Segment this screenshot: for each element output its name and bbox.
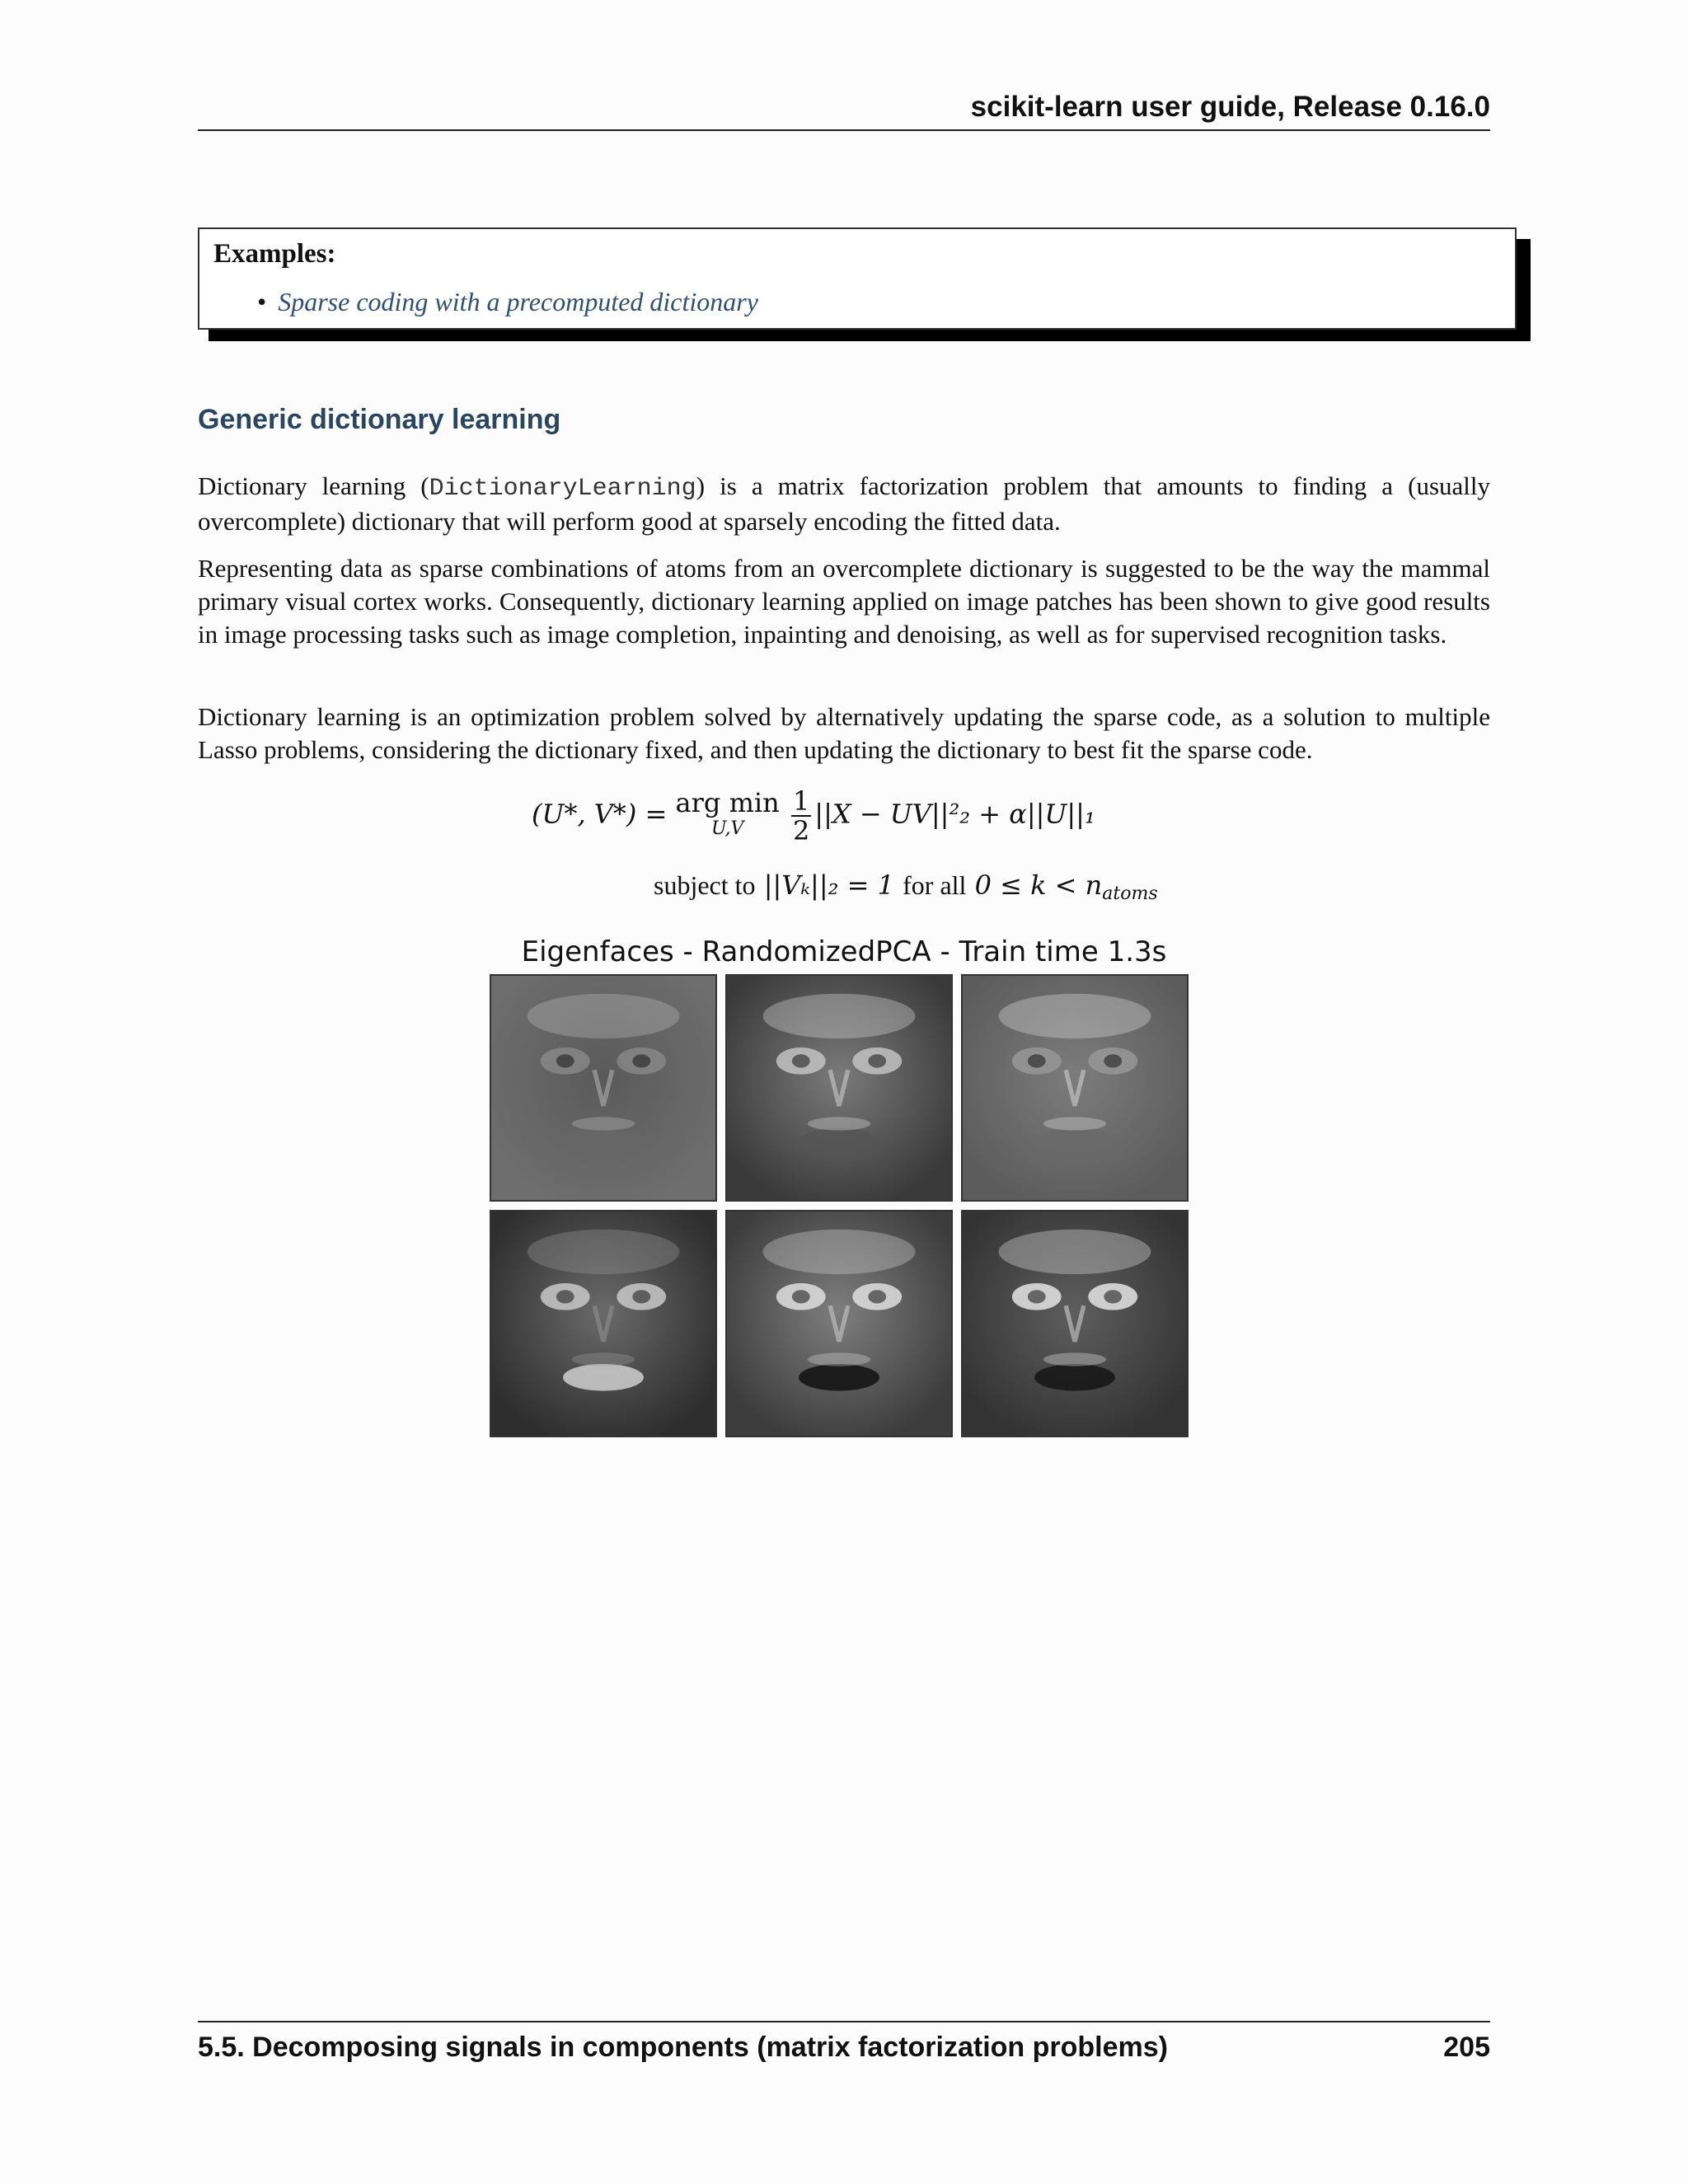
equation-objective: (U*, V*) = arg min U,V $\frac{1}{2}$ ||X − UV||²₂ + α||U||₁ (532, 785, 1095, 846)
bullet-icon: • (257, 287, 267, 316)
paragraph-3: Dictionary learning is an optimization problem solved by alternatively updating the sparse code, as a solution to multiple Lasso problems, considering the dictionary fixed, and then updating the dictionary to best fit the sparse code. (198, 702, 1490, 764)
eigenface-2 (725, 974, 953, 1202)
fraction-half: $\frac{1}{2}$ (792, 785, 810, 846)
example-item (257, 287, 758, 317)
code-dictionarylearning[interactable]: DictionaryLearning (429, 475, 696, 503)
running-header: scikit-learn user guide, Release 0.16.0 (970, 91, 1490, 123)
examples-box (198, 227, 1517, 330)
argmin-operator: arg min U,V (675, 787, 780, 839)
eigenface-5 (725, 1210, 953, 1437)
footer-section: 5.5. Decomposing signals in components (matrix factorization problems) (198, 2032, 1168, 2063)
eigenface-3 (961, 974, 1189, 1202)
paragraph-2: Representing data as sparse combinations of atoms from an overcomplete dictionary is suggested to be the way the mammal primary visual cortex works. Consequently, dictionary learning applied on image patches has been shown to give good results in image processing tasks such as image completion, inpainting and denoising, as well as for supervised recognition tasks. (198, 554, 1490, 649)
page-number: 205 (1443, 2032, 1490, 2063)
figure-title: Eigenfaces - RandomizedPCA - Train time 1.3s (521, 935, 1167, 968)
example-link[interactable]: Sparse coding with a precomputed dictionary (278, 287, 758, 316)
equation-constraint: subject to ||Vₖ||₂ = 1 for all 0 ≤ k < natoms (654, 869, 1158, 904)
footer-rule (198, 2021, 1490, 2022)
eigenface-4 (490, 1210, 717, 1437)
examples-title: Examples: (213, 239, 336, 269)
paragraph-1: Dictionary learning (DictionaryLearning) is a matrix factorization problem that amounts to finding a (usually overcomplete) dictionary that will perform good at sparsely encoding the fitted data. (198, 471, 1490, 536)
eigenface-6 (961, 1210, 1189, 1437)
header-rule (198, 129, 1490, 131)
eigenface-1 (490, 974, 717, 1202)
section-title: Generic dictionary learning (198, 404, 561, 435)
